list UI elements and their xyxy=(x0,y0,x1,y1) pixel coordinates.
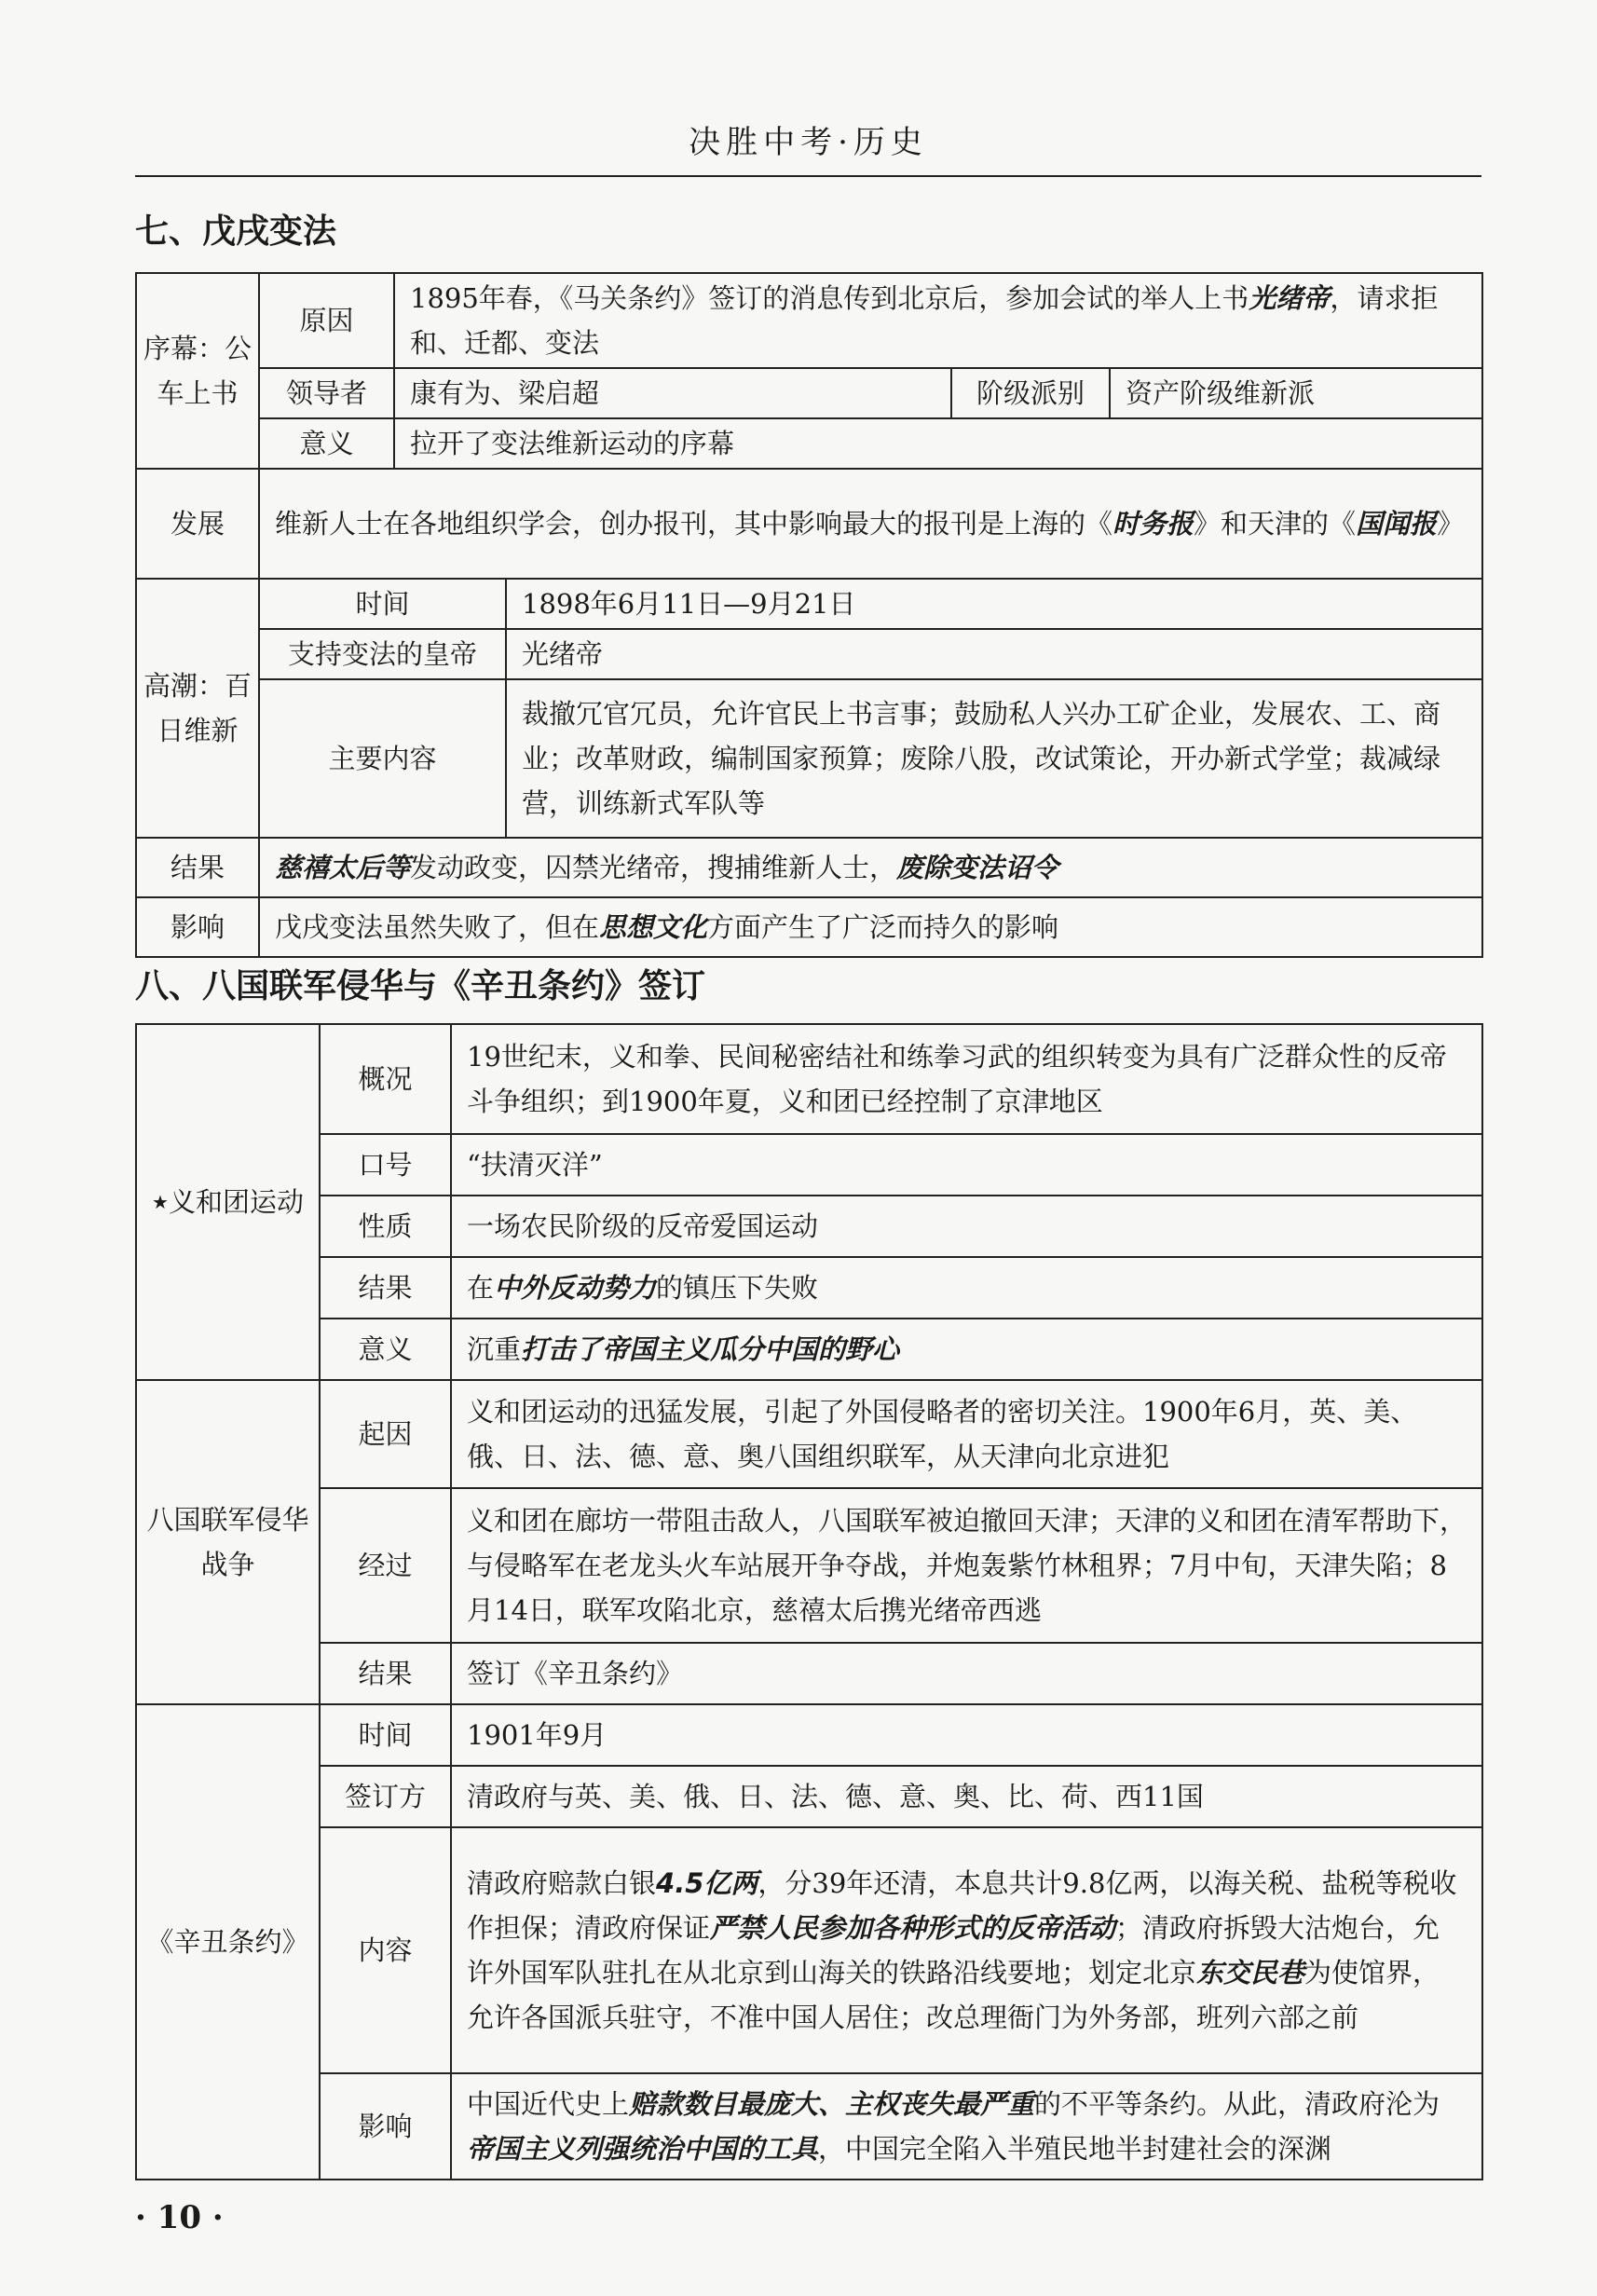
meaning-label: 意义 xyxy=(259,418,394,469)
parties-value: 清政府与英、美、俄、日、法、德、意、奥、比、荷、西11国 xyxy=(451,1766,1482,1827)
cause-label: 原因 xyxy=(259,273,394,368)
boxer-result-value: 在中外反动势力的镇压下失败 xyxy=(451,1257,1482,1319)
table-row xyxy=(136,1257,1482,1319)
leader-label: 领导者 xyxy=(259,368,394,418)
treaty-impact-label: 影响 xyxy=(320,2073,451,2180)
star-icon: ★ xyxy=(152,1191,169,1213)
table-row xyxy=(136,1827,1482,2073)
table-row xyxy=(136,2073,1482,2180)
cause-value: 1895年春，《马关条约》签订的消息传到北京后，参加会试的举人上书光绪帝，请求拒和、迁都、变法 xyxy=(394,273,1482,368)
table-row xyxy=(136,1643,1482,1704)
table-row xyxy=(136,1488,1482,1643)
boxer-meaning-value: 沉重打击了帝国主义瓜分中国的野心 xyxy=(451,1319,1482,1380)
process-value: 义和团在廊坊一带阻击敌人，八国联军被迫撤回天津；天津的义和团在清军帮助下，与侵略军在老龙头火车站展开争夺战，并炮轰紫竹林租界；7月中旬，天津失陷；8月14日，联军攻陷北京，慈禧太后携光绪帝西逃 xyxy=(451,1488,1482,1643)
result-value: 慈禧太后等发动政变，囚禁光绪帝，搜捕维新人士，废除变法诏令 xyxy=(259,838,1482,897)
war-label: 八国联军侵华战争 xyxy=(136,1380,320,1704)
leader-value: 康有为、梁启超 xyxy=(394,368,951,418)
treaty-time-label: 时间 xyxy=(320,1704,451,1766)
origin-value: 义和团运动的迅猛发展，引起了外国侵略者的密切关注。1900年6月，英、美、俄、日、法、德、意、奥八国组织联军，从天津向北京进犯 xyxy=(451,1380,1482,1488)
boxer-meaning-label: 意义 xyxy=(320,1319,451,1380)
page-header xyxy=(135,110,1481,177)
table-row xyxy=(136,1766,1482,1827)
origin-label: 起因 xyxy=(320,1380,451,1488)
boxer-result-label: 结果 xyxy=(320,1257,451,1319)
treaty-impact-value: 中国近代史上赔款数目最庞大、主权丧失最严重的不平等条约。从此，清政府沦为帝国主义列强统治中国的工具，中国完全陷入半殖民地半封建社会的深渊 xyxy=(451,2073,1482,2180)
treaty-content-label: 内容 xyxy=(320,1827,451,2073)
treaty-label: 《辛丑条约》 xyxy=(136,1704,320,2180)
parties-label: 签订方 xyxy=(320,1766,451,1827)
content-value: 裁撤冗官冗员，允许官民上书言事；鼓励私人兴办工矿企业，发展农、工、商业；改革财政，编制国家预算；废除八股，改试策论，开办新式学堂；裁减绿营，训练新式军队等 xyxy=(506,679,1482,838)
section-8-title: 八、八国联军侵华与《辛丑条约》签订 xyxy=(135,967,706,1005)
slogan-value: “扶清灭洋” xyxy=(451,1134,1482,1196)
time-value: 1898年6月11日—9月21日 xyxy=(506,579,1482,629)
development-label: 发展 xyxy=(136,469,259,579)
war-result-value: 签订《辛丑条约》 xyxy=(451,1643,1482,1704)
page-number: · 10 · xyxy=(135,2199,224,2236)
faction-value: 资产阶级维新派 xyxy=(1110,368,1482,418)
boxer-treaty-table xyxy=(135,1023,1483,2180)
table-row xyxy=(136,897,1482,957)
nature-value: 一场农民阶级的反帝爱国运动 xyxy=(451,1196,1482,1257)
meaning-value: 拉开了变法维新运动的序幕 xyxy=(394,418,1482,469)
table-row xyxy=(136,838,1482,897)
process-label: 经过 xyxy=(320,1488,451,1643)
header-title: 决胜中考·历史 xyxy=(689,124,928,161)
treaty-time-value: 1901年9月 xyxy=(451,1704,1482,1766)
impact-value: 戊戌变法虽然失败了，但在思想文化方面产生了广泛而持久的影响 xyxy=(259,897,1482,957)
section-7-title: 七、戊戌变法 xyxy=(135,212,337,251)
overview-label: 概况 xyxy=(320,1024,451,1134)
table-row xyxy=(136,629,1482,679)
faction-label: 阶级派别 xyxy=(951,368,1110,418)
emperor-label: 支持变法的皇帝 xyxy=(259,629,506,679)
climax-label: 高潮：百日维新 xyxy=(136,579,259,838)
emperor-value: 光绪帝 xyxy=(506,629,1482,679)
table-row xyxy=(136,273,1482,368)
impact-label: 影响 xyxy=(136,897,259,957)
development-value: 维新人士在各地组织学会，创办报刊，其中影响最大的报刊是上海的《时务报》和天津的《国闻报》 xyxy=(259,469,1482,579)
table-row xyxy=(136,418,1482,469)
table-row xyxy=(136,368,1482,418)
result-label: 结果 xyxy=(136,838,259,897)
table-row xyxy=(136,1196,1482,1257)
table-row xyxy=(136,1704,1482,1766)
war-result-label: 结果 xyxy=(320,1643,451,1704)
reform-table xyxy=(135,272,1483,958)
boxer-label: ★义和团运动 xyxy=(136,1024,320,1380)
table-row xyxy=(136,579,1482,629)
treaty-content-value: 清政府赔款白银4.5亿两，分39年还清，本息共计9.8亿两，以海关税、盐税等税收作担保；清政府保证严禁人民参加各种形式的反帝活动；清政府拆毁大沽炮台，允许外国军队驻扎在从北京到山海关的铁路沿线要地；划定北京东交民巷为使馆界，允许各国派兵驻守，不准中国人居住；改总理衙门为外务部，班列六部之前 xyxy=(451,1827,1482,2073)
table-row xyxy=(136,1319,1482,1380)
table-row xyxy=(136,679,1482,838)
overview-value: 19世纪末，义和拳、民间秘密结社和练拳习武的组织转变为具有广泛群众性的反帝斗争组织；到1900年夏，义和团已经控制了京津地区 xyxy=(451,1024,1482,1134)
table-row xyxy=(136,1024,1482,1134)
table-row xyxy=(136,1380,1482,1488)
nature-label: 性质 xyxy=(320,1196,451,1257)
time-label: 时间 xyxy=(259,579,506,629)
table-row xyxy=(136,469,1482,579)
prelude-label: 序幕：公车上书 xyxy=(136,273,259,469)
table-row xyxy=(136,1134,1482,1196)
slogan-label: 口号 xyxy=(320,1134,451,1196)
content-label: 主要内容 xyxy=(259,679,506,838)
